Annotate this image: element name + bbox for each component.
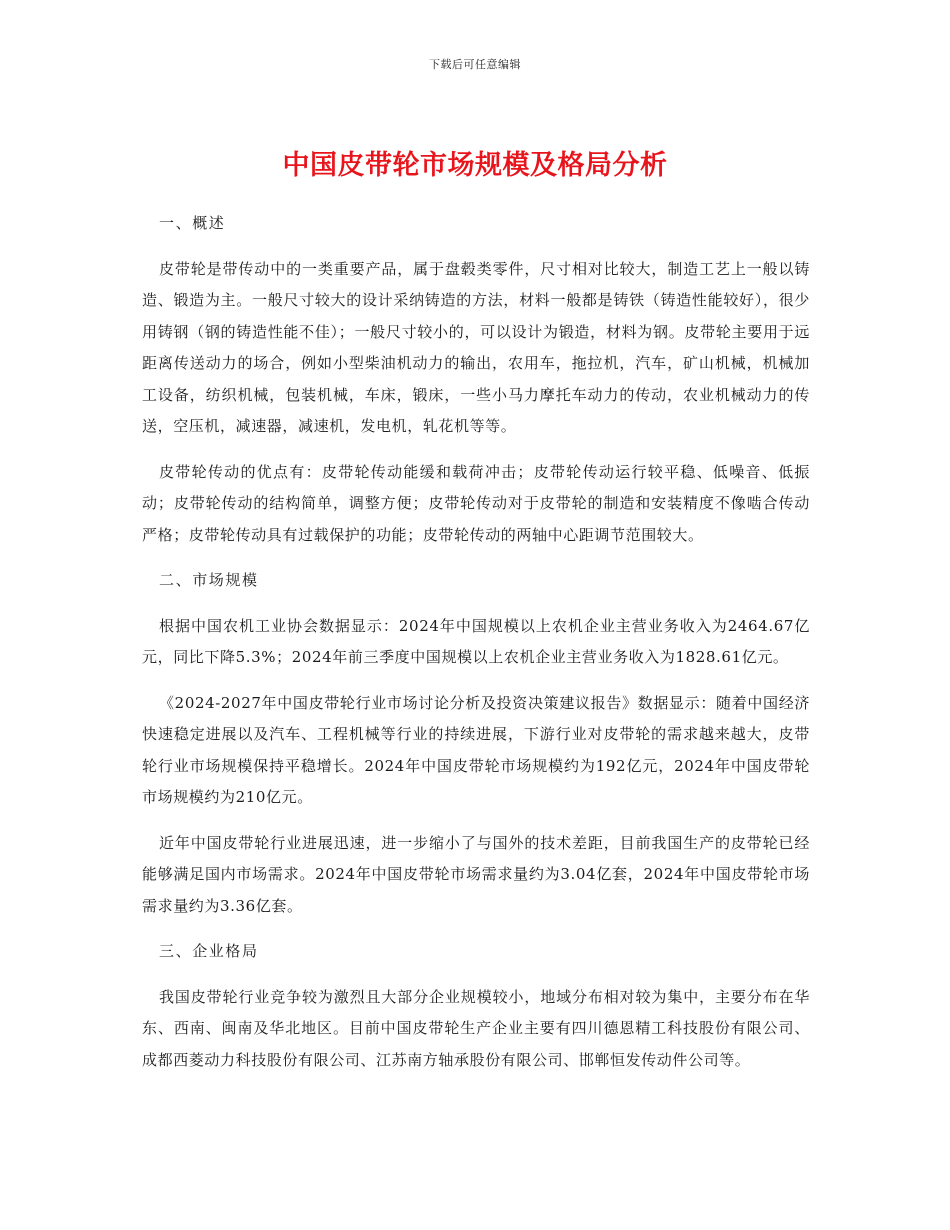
section-heading-market-size: 二、市场规模 [159,571,259,589]
document-title: 中国皮带轮市场规模及格局分析 [282,150,668,181]
paragraph: 近年中国皮带轮行业进展迅速，进一步缩小了与国外的技术差距，目前我国生产的皮带轮已经能够满足国内市场需求。2024年中国皮带轮市场需求量约为3.04亿套，2024年中国皮带轮市场需求量约为3.36亿套。 [142,833,810,915]
section-heading-overview: 一、概述 [159,214,226,232]
paragraph: 根据中国农机工业协会数据显示：2024年中国规模以上农机企业主营业务收入为2464.67亿元，同比下降5.3%；2024年前三季度中国规模以上农机企业主营业务收入为1828.61亿元。 [142,616,810,666]
header-note: 下载后可任意编辑 [429,58,521,71]
paragraph: 《2024-2027年中国皮带轮行业市场讨论分析及投资决策建议报告》数据显示：随着中国经济快速稳定进展以及汽车、工程机械等行业的持续进展，下游行业对皮带轮的需求越来越大，皮带轮行业市场规模保持平稳增长。2024年中国皮带轮市场规模约为192亿元，2024年中国皮带轮市场规模约为210亿元。 [142,693,810,806]
section-heading-enterprise-landscape: 三、企业格局 [159,942,259,960]
document-body [142,208,810,1090]
paragraph: 皮带轮传动的优点有：皮带轮传动能缓和载荷冲击；皮带轮传动运行较平稳、低噪音、低振动；皮带轮传动的结构简单，调整方便；皮带轮传动对于皮带轮的制造和安装精度不像啮合传动严格；皮带轮传动具有过载保护的功能；皮带轮传动的两轴中心距调节范围较大。 [142,462,810,544]
paragraph: 我国皮带轮行业竞争较为激烈且大部分企业规模较小，地域分布相对较为集中，主要分布在华东、西南、闽南及华北地区。目前中国皮带轮生产企业主要有四川德恩精工科技股份有限公司、成都西菱动力科技股份有限公司、江苏南方轴承股份有限公司、邯郸恒发传动件公司等。 [142,987,810,1069]
paragraph: 皮带轮是带传动中的一类重要产品，属于盘毂类零件，尺寸相对比较大，制造工艺上一般以铸造、锻造为主。一般尺寸较大的设计采纳铸造的方法，材料一般都是铸铁（铸造性能较好），很少用铸钢（钢的铸造性能不佳）；一般尺寸较小的，可以设计为锻造，材料为钢。皮带轮主要用于远距离传送动力的场合，例如小型柴油机动力的输出，农用车，拖拉机，汽车，矿山机械，机械加工设备，纺织机械，包装机械，车床，锻床，一些小马力摩托车动力的传动，农业机械动力的传送，空压机，减速器，减速机，发电机，轧花机等等。 [142,259,810,435]
